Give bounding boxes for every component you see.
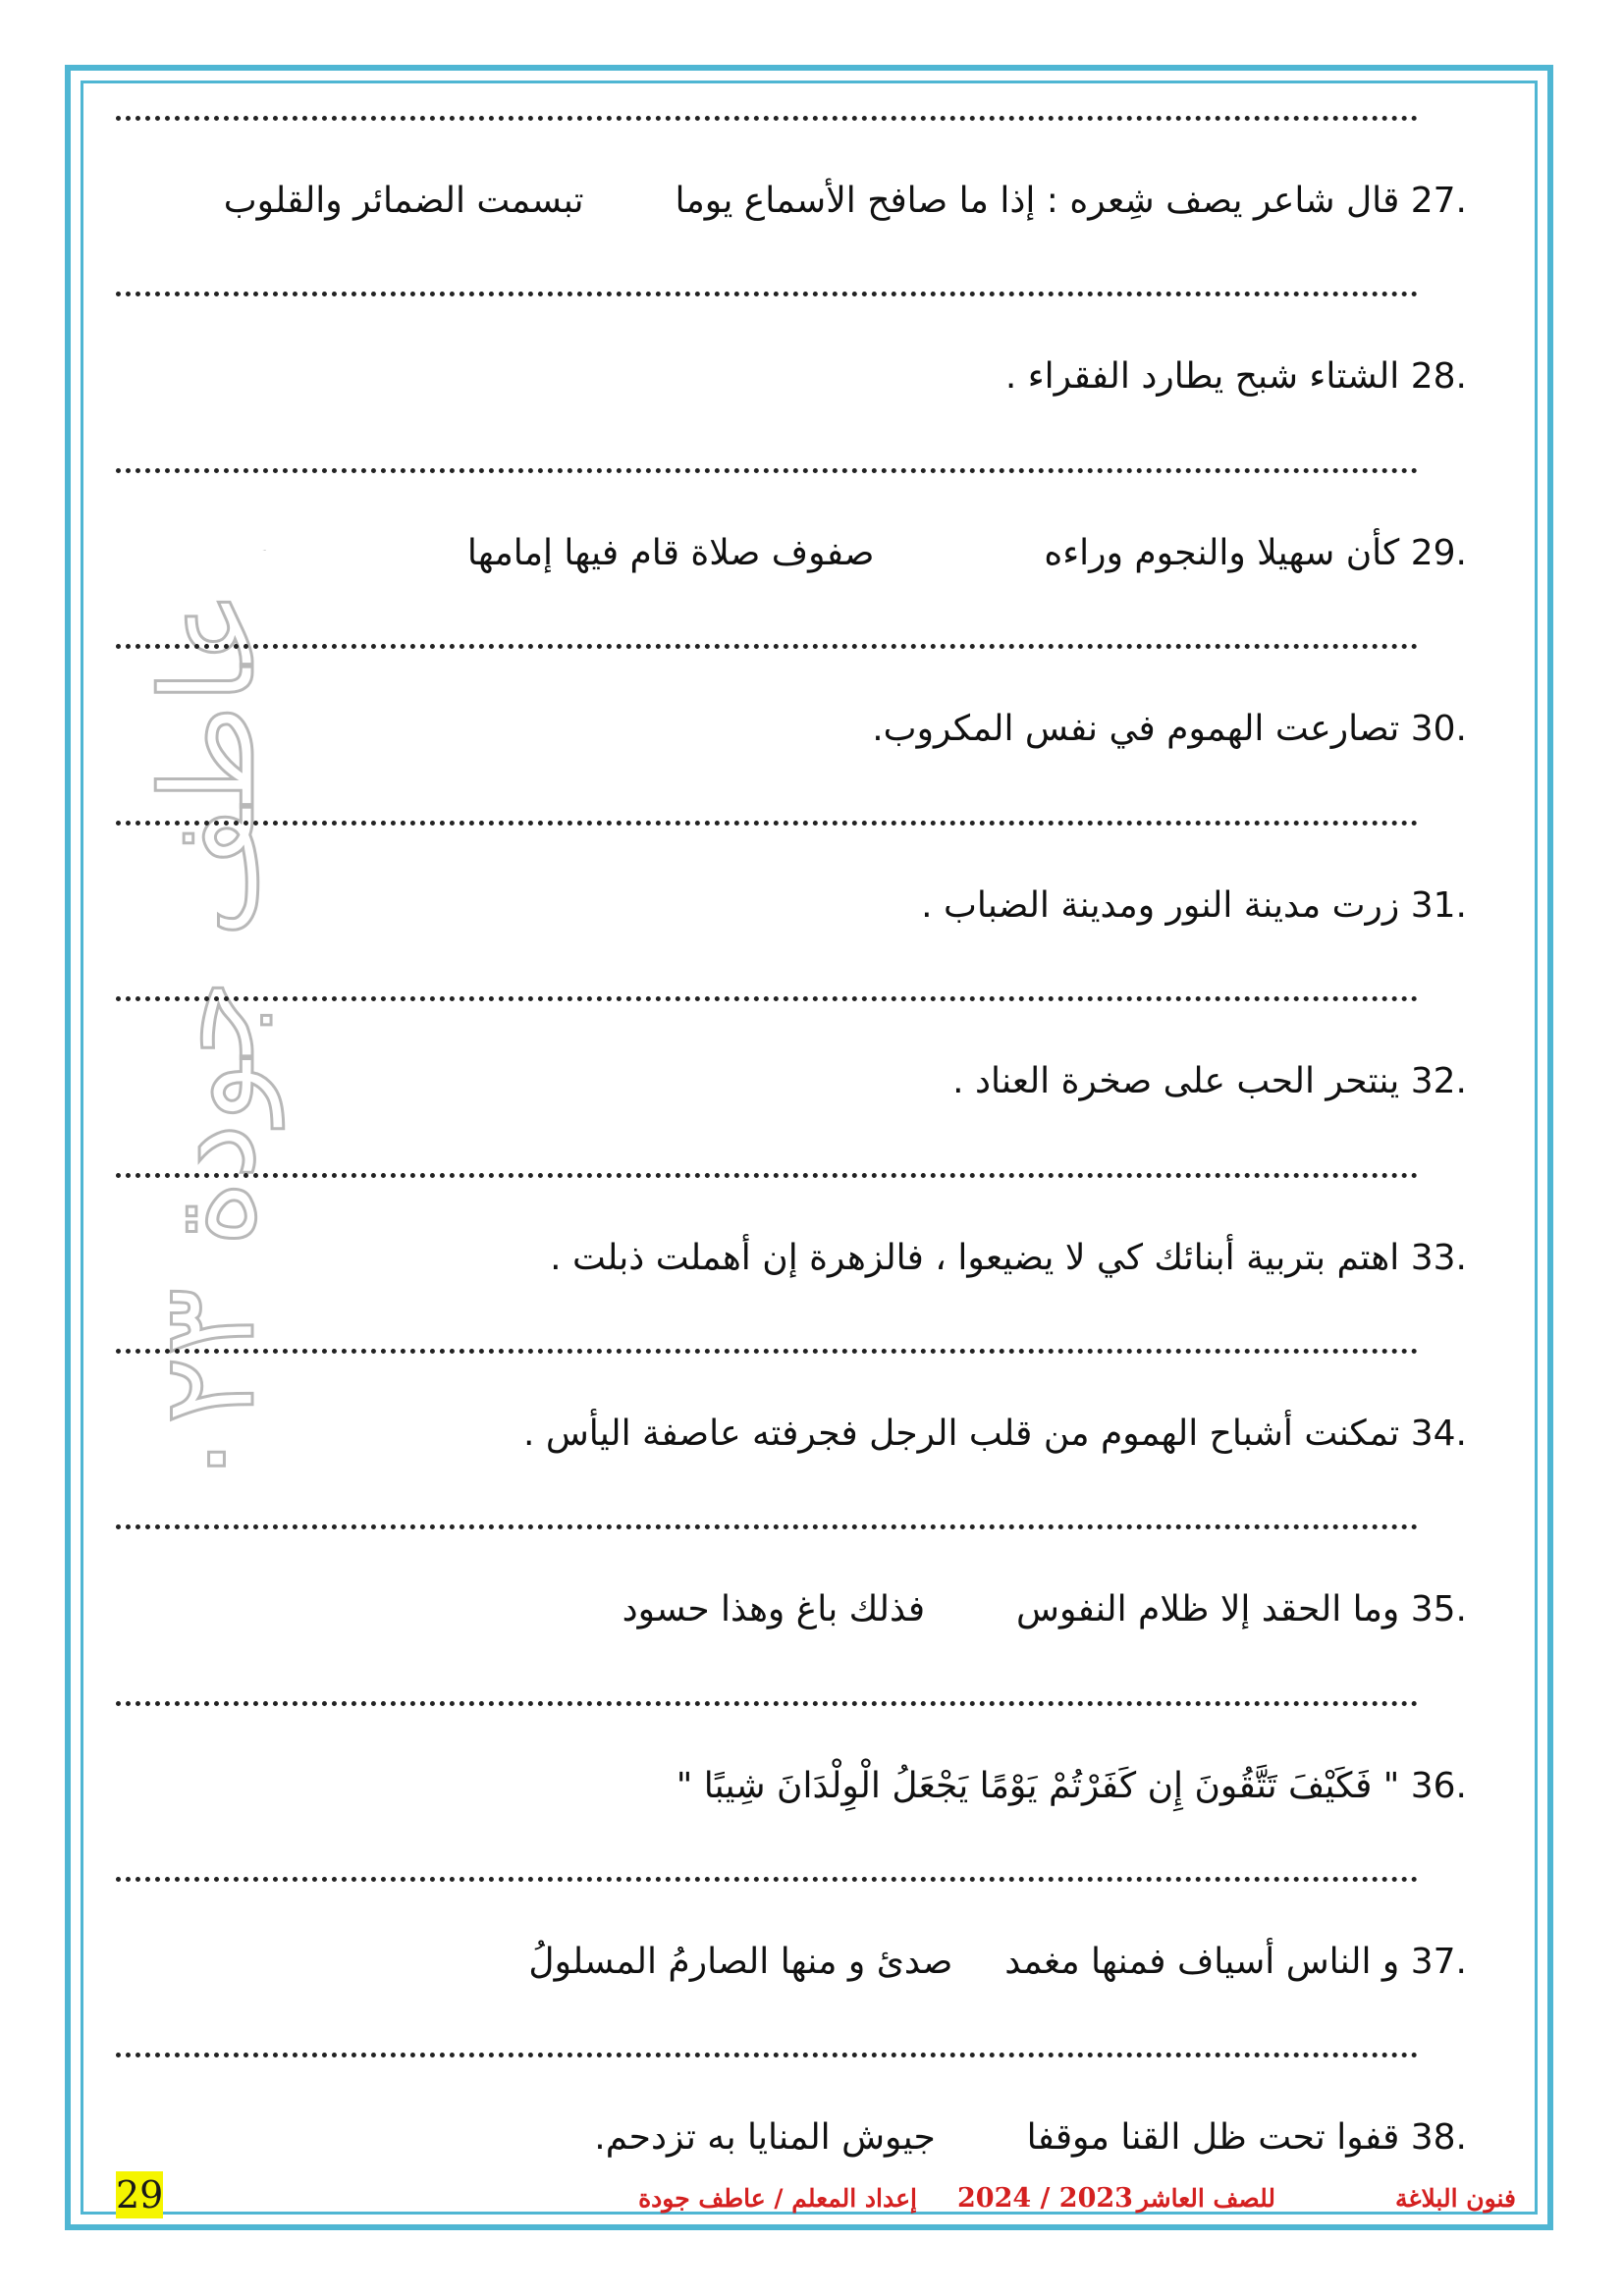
question-text: " فَكَيْفَ تَتَّقُونَ إِن كَفَرْتُمْ يَوْمًا يَجْعَلُ الْوِلْدَانَ شِيبًا " xyxy=(676,1766,1400,1806)
question-text-second-hemistich: صدئ و منها الصارمُ المسلولُ xyxy=(528,1942,953,1982)
question-number: 30. xyxy=(1410,709,1467,749)
question-number: 32. xyxy=(1410,1061,1467,1101)
question-33 xyxy=(550,1234,1467,1283)
answer-line xyxy=(116,1877,1418,1882)
question-number: 36. xyxy=(1410,1766,1467,1806)
answer-line xyxy=(116,2053,1418,2057)
question-27 xyxy=(224,177,1467,226)
question-34 xyxy=(523,1410,1467,1459)
question-text: زرت مدينة النور ومدينة الضباب . xyxy=(921,885,1400,926)
question-text-second-hemistich: فذلك باغ وهذا حسود xyxy=(622,1589,926,1629)
question-36 xyxy=(677,1762,1467,1811)
watermark-text: أ/ عاطف جودة ٢٠٢٣ xyxy=(134,550,283,1482)
question-text: تمكنت أشباح الهموم من قلب الرجل فجرفته عاصفة اليأس . xyxy=(522,1414,1400,1454)
answer-line xyxy=(116,116,1418,121)
question-text: قفوا تحت ظل القنا موقفا xyxy=(1026,2117,1400,2158)
question-number: 35. xyxy=(1410,1589,1467,1629)
question-text-second-hemistich: تبسمت الضمائر والقلوب xyxy=(223,181,584,221)
answer-line xyxy=(116,996,1418,1001)
answer-line xyxy=(116,1524,1418,1529)
question-37 xyxy=(528,1938,1467,1987)
question-number: 28. xyxy=(1410,356,1467,397)
question-35 xyxy=(623,1585,1467,1634)
question-number: 31. xyxy=(1410,885,1467,926)
question-31 xyxy=(921,881,1467,931)
question-number: 33. xyxy=(1410,1238,1467,1278)
question-29 xyxy=(467,529,1467,578)
question-text-second-hemistich: جيوش المنايا به تزدحم. xyxy=(594,2117,936,2158)
question-number: 37. xyxy=(1410,1942,1467,1982)
watermark xyxy=(90,550,326,1482)
answer-line xyxy=(116,468,1418,473)
question-28 xyxy=(1005,352,1467,401)
question-text: تصارعت الهموم في نفس المكروب. xyxy=(872,709,1400,749)
answer-line xyxy=(116,292,1418,296)
answer-line xyxy=(116,821,1418,826)
answer-line xyxy=(116,1701,1418,1706)
footer-grade: للصف العاشر xyxy=(1136,2184,1275,2213)
question-number: 34. xyxy=(1410,1414,1467,1454)
question-number: 38. xyxy=(1410,2117,1467,2158)
question-text: الشتاء شبح يطارد الفقراء . xyxy=(1004,356,1400,397)
question-text: كأن سهيلا والنجوم وراءه xyxy=(1044,533,1400,573)
question-30 xyxy=(872,705,1467,754)
question-number: 29. xyxy=(1410,533,1467,573)
answer-line xyxy=(116,1173,1418,1178)
question-text: و الناس أسياف فمنها مغمد xyxy=(1004,1942,1400,1982)
page-number: 29 xyxy=(116,2173,164,2216)
question-32 xyxy=(952,1057,1467,1106)
answer-line xyxy=(116,644,1418,649)
question-number: 27. xyxy=(1410,181,1467,221)
answer-line xyxy=(116,1349,1418,1354)
question-text: وما الحقد إلا ظلام النفوس xyxy=(1016,1589,1400,1629)
footer-author: إعداد المعلم / عاطف جودة xyxy=(638,2184,917,2213)
question-38 xyxy=(594,2113,1467,2163)
question-text-second-hemistich: صفوف صلاة قام فيها إمامها xyxy=(466,533,875,573)
question-text: قال شاعر يصف شِعره : إذا ما صافح الأسماع يوما xyxy=(675,181,1400,221)
question-text: ينتحر الحب على صخرة العناد . xyxy=(952,1061,1400,1101)
footer-subject: فنون البلاغة xyxy=(1395,2184,1516,2213)
question-text: اهتم بتربية أبنائك كي لا يضيعوا ، فالزهرة إن أهملت ذبلت . xyxy=(550,1238,1400,1278)
footer-year: 2024 / 2023 xyxy=(957,2183,1133,2214)
